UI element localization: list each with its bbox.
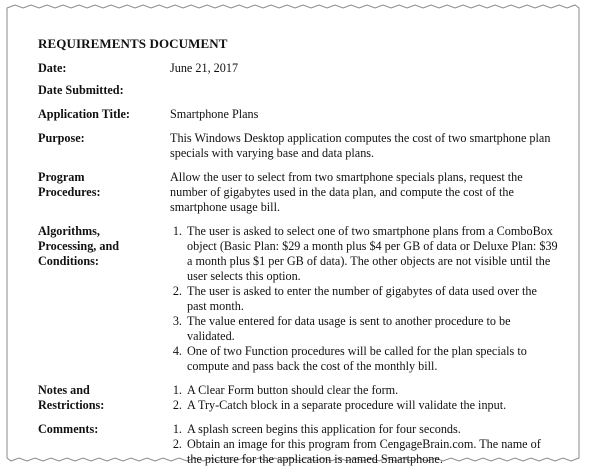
list-item: 2. Obtain an image for this program from CengageBrain.com. The name of the picture for the application is named Smartphone. xyxy=(185,437,558,467)
comments-label: Comments: xyxy=(38,422,99,436)
algorithms-label-line: Conditions: xyxy=(38,254,99,268)
list-item: 1. A splash screen begins this application for four seconds. xyxy=(185,422,558,437)
notes-label xyxy=(38,383,170,413)
date-value: June 21, 2017 xyxy=(170,61,239,75)
date-submitted-row xyxy=(38,83,558,98)
notes-value xyxy=(170,383,558,413)
algorithms-list xyxy=(170,224,558,374)
program-procedures-value xyxy=(170,170,558,215)
date-label: Date: xyxy=(38,61,67,75)
list-item: 1. The user is asked to select one of two smartphone plans from a ComboBox object (Basic Plan: $29 a month plus $4 per GB of data or Deluxe Plan: $39 a month plus $1 per GB of data). The other objects are not visible until the user selects this option. xyxy=(185,224,558,284)
list-item: 3. The value entered for data usage is sent to another procedure to be validated. xyxy=(185,314,558,344)
document-title: REQUIREMENTS DOCUMENT xyxy=(38,36,228,51)
comments-row xyxy=(38,422,558,467)
list-item: 4. One of two Function procedures will be called for the plan specials to compute and pass back the cost of the monthly bill. xyxy=(185,344,558,374)
application-title-label: Application Title: xyxy=(38,107,130,121)
application-title-value: Smartphone Plans xyxy=(170,107,259,121)
purpose-value xyxy=(170,131,558,161)
program-procedures-row xyxy=(38,170,558,215)
list-item: 2. The user is asked to enter the number of gigabytes of data used over the past month. xyxy=(185,284,558,314)
program-procedures-label-line: Procedures: xyxy=(38,185,101,199)
purpose-text: This Windows Desktop application computes the cost of two smartphone plan specials with varying base and data plans. xyxy=(170,131,551,160)
notes-label-line: Notes and xyxy=(38,383,90,397)
program-procedures-text: Allow the user to select from two smartphone specials plans, request the number of gigabytes used in the data plan, and compute the cost of the smartphone usage bill. xyxy=(170,170,523,214)
requirements-document xyxy=(38,36,558,467)
date-row xyxy=(38,61,558,76)
list-item: 1. A Clear Form button should clear the form. xyxy=(185,383,558,398)
algorithms-label-line: Processing, and xyxy=(38,239,120,253)
application-title-row xyxy=(38,107,558,122)
purpose-label: Purpose: xyxy=(38,131,85,145)
program-procedures-label-line: Program xyxy=(38,170,85,184)
notes-label-line: Restrictions: xyxy=(38,398,105,412)
notes-list xyxy=(170,383,558,413)
algorithms-row xyxy=(38,224,558,374)
algorithms-label-line: Algorithms, xyxy=(38,224,100,238)
comments-value xyxy=(170,422,558,467)
comments-list xyxy=(170,422,558,467)
purpose-row xyxy=(38,131,558,161)
algorithms-value xyxy=(170,224,558,374)
document-page xyxy=(6,4,580,466)
notes-row xyxy=(38,383,558,413)
date-submitted-label: Date Submitted: xyxy=(38,83,124,97)
program-procedures-label xyxy=(38,170,170,200)
list-item: 2. A Try-Catch block in a separate procedure will validate the input. xyxy=(185,398,558,413)
algorithms-label xyxy=(38,224,170,269)
